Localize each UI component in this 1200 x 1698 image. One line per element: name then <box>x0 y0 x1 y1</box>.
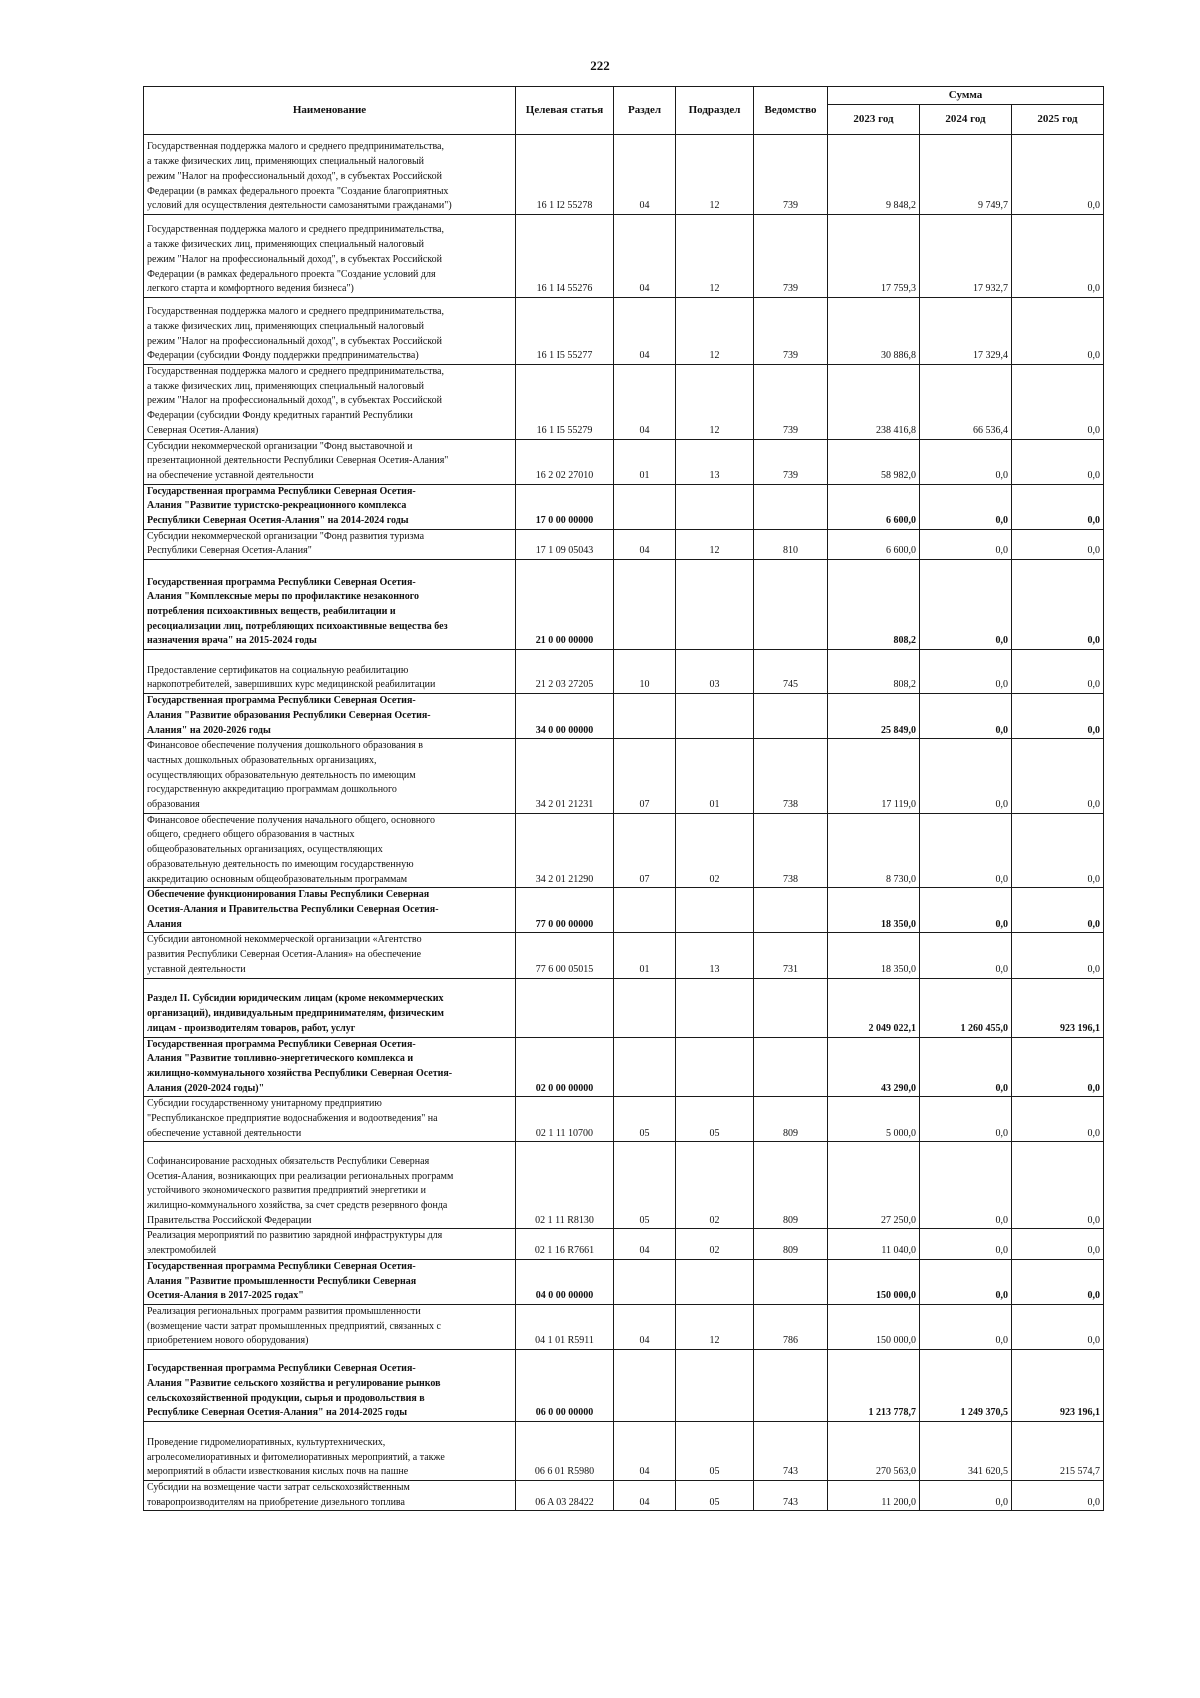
row-target: 34 2 01 21231 <box>516 739 614 814</box>
row-amount-2025: 0,0 <box>1012 1229 1104 1259</box>
row-section: 04 <box>614 135 676 215</box>
budget-table <box>143 86 1104 1511</box>
row-amount-2023: 8 730,0 <box>828 813 920 888</box>
row-department <box>754 694 828 739</box>
row-amount-2025: 0,0 <box>1012 813 1104 888</box>
table-row <box>144 1229 1104 1259</box>
row-section: 04 <box>614 298 676 365</box>
row-department <box>754 1037 828 1097</box>
row-name: Государственная программа Республики Северная Осетия- Алания "Развитие образования Республики Северная Осетия- Алания" на 2020-2026 годы <box>144 694 516 739</box>
row-section: 01 <box>614 933 676 978</box>
row-section: 04 <box>614 1422 676 1481</box>
row-name: Финансовое обеспечение получения дошкольного образования в частных дошкольных образовательных организациях, осуществляющих образовательную деятельность по имеющим государственную аккредитацию программам дошкольного образования <box>144 739 516 814</box>
row-department: 809 <box>754 1229 828 1259</box>
row-amount-2025: 0,0 <box>1012 365 1104 440</box>
row-subsection: 02 <box>676 813 754 888</box>
row-subsection <box>676 1037 754 1097</box>
row-amount-2025: 0,0 <box>1012 694 1104 739</box>
row-department: 786 <box>754 1304 828 1349</box>
row-amount-2023: 17 759,3 <box>828 215 920 298</box>
row-target: 02 1 11 10700 <box>516 1097 614 1142</box>
row-department: 810 <box>754 529 828 559</box>
row-amount-2025: 0,0 <box>1012 484 1104 529</box>
row-amount-2025: 0,0 <box>1012 529 1104 559</box>
row-amount-2024: 0,0 <box>920 1097 1012 1142</box>
row-target: 06 A 03 28422 <box>516 1481 614 1511</box>
row-department <box>754 1259 828 1304</box>
row-department: 739 <box>754 365 828 440</box>
row-name: Финансовое обеспечение получения начального общего, основного общего, среднего общего образования в частных общеобразовательных организациях, осуществляющих образовательную деятельность по имеющим государственную аккредитацию основным общеобразовательным программам <box>144 813 516 888</box>
row-target: 17 1 09 05043 <box>516 529 614 559</box>
row-amount-2023: 43 290,0 <box>828 1037 920 1097</box>
row-amount-2024: 0,0 <box>920 484 1012 529</box>
row-department: 739 <box>754 135 828 215</box>
row-amount-2023: 6 600,0 <box>828 484 920 529</box>
row-amount-2023: 17 119,0 <box>828 739 920 814</box>
row-target: 77 0 00 00000 <box>516 888 614 933</box>
row-amount-2023: 11 040,0 <box>828 1229 920 1259</box>
table-row <box>144 888 1104 933</box>
row-amount-2025: 0,0 <box>1012 1304 1104 1349</box>
row-amount-2023: 808,2 <box>828 560 920 650</box>
row-name: Государственная программа Республики Северная Осетия- Алания "Развитие туристско-рекреационного комплекса Республики Северная Осетия-Алания" на 2014-2024 годы <box>144 484 516 529</box>
row-subsection: 03 <box>676 650 754 694</box>
row-subsection: 02 <box>676 1142 754 1229</box>
row-section <box>614 560 676 650</box>
row-name: Субсидии некоммерческой организации "Фонд развития туризма Республики Северная Осетия-Алания" <box>144 529 516 559</box>
row-target: 06 6 01 R5980 <box>516 1422 614 1481</box>
row-target: 02 1 11 R8130 <box>516 1142 614 1229</box>
row-amount-2025: 0,0 <box>1012 933 1104 978</box>
row-name: Государственная поддержка малого и среднего предпринимательства, а также физических лиц, применяющих специальный налоговый режим "Налог на профессиональный доход", в субъектах Российской Федерации (в рамках федерального проекта "Создание условий для легкого старта и комфортного ведения бизнеса") <box>144 215 516 298</box>
row-section <box>614 1259 676 1304</box>
table-row <box>144 484 1104 529</box>
row-amount-2024: 1 260 455,0 <box>920 978 1012 1037</box>
row-amount-2024: 341 620,5 <box>920 1422 1012 1481</box>
table-row <box>144 1142 1104 1229</box>
row-department: 738 <box>754 813 828 888</box>
row-name: Государственная программа Республики Северная Осетия- Алания "Развитие топливно-энергетического комплекса и жилищно-коммунального хозяйства Республики Северная Осетия- Алания (2020-2024 годы)" <box>144 1037 516 1097</box>
row-target: 21 2 03 27205 <box>516 650 614 694</box>
table-row <box>144 1422 1104 1481</box>
row-target: 04 0 00 00000 <box>516 1259 614 1304</box>
row-amount-2024: 0,0 <box>920 888 1012 933</box>
row-subsection <box>676 1350 754 1422</box>
row-amount-2023: 270 563,0 <box>828 1422 920 1481</box>
row-name: Государственная поддержка малого и среднего предпринимательства, а также физических лиц, применяющих специальный налоговый режим "Налог на профессиональный доход", в субъектах Российской Федерации (субсидии Фонду кредитных гарантий Республики Северная Осетия-Алания) <box>144 365 516 440</box>
row-target: 02 0 00 00000 <box>516 1037 614 1097</box>
row-subsection: 01 <box>676 739 754 814</box>
row-amount-2023: 27 250,0 <box>828 1142 920 1229</box>
row-amount-2024: 0,0 <box>920 560 1012 650</box>
row-name: Проведение гидромелиоративных, культуртехнических, агролесомелиоративных и фитомелиоративных мероприятий, а также мероприятий в области известкования кислых почв на пашне <box>144 1422 516 1481</box>
row-section: 05 <box>614 1142 676 1229</box>
row-amount-2024: 0,0 <box>920 1481 1012 1511</box>
row-amount-2023: 9 848,2 <box>828 135 920 215</box>
table-row <box>144 694 1104 739</box>
table-row <box>144 813 1104 888</box>
row-amount-2024: 0,0 <box>920 650 1012 694</box>
row-amount-2025: 0,0 <box>1012 1481 1104 1511</box>
row-target: 16 1 I5 55279 <box>516 365 614 440</box>
row-amount-2025: 0,0 <box>1012 888 1104 933</box>
table-row <box>144 560 1104 650</box>
header-year-2023: 2023 год <box>828 105 920 135</box>
row-amount-2024: 0,0 <box>920 1304 1012 1349</box>
row-section: 04 <box>614 529 676 559</box>
row-section: 04 <box>614 1481 676 1511</box>
row-subsection: 05 <box>676 1422 754 1481</box>
header-subsection: Подраздел <box>676 87 754 135</box>
table-row <box>144 439 1104 484</box>
row-name: Реализация региональных программ развития промышленности (возмещение части затрат промышленных предприятий, связанных с приобретением нового оборудования) <box>144 1304 516 1349</box>
row-section <box>614 694 676 739</box>
row-target: 21 0 00 00000 <box>516 560 614 650</box>
row-amount-2024: 0,0 <box>920 1142 1012 1229</box>
table-row <box>144 135 1104 215</box>
row-section: 04 <box>614 365 676 440</box>
row-name: Государственная поддержка малого и среднего предпринимательства, а также физических лиц, применяющих специальный налоговый режим "Налог на профессиональный доход", в субъектах Российской Федерации (в рамках федерального проекта "Создание благоприятных условий для осуществления деятельности самозанятыми гражданами") <box>144 135 516 215</box>
table-body <box>144 135 1104 1511</box>
row-subsection <box>676 484 754 529</box>
row-section: 04 <box>614 1304 676 1349</box>
row-amount-2023: 11 200,0 <box>828 1481 920 1511</box>
row-section: 10 <box>614 650 676 694</box>
row-amount-2024: 0,0 <box>920 694 1012 739</box>
row-department: 739 <box>754 439 828 484</box>
row-amount-2023: 6 600,0 <box>828 529 920 559</box>
row-department <box>754 560 828 650</box>
row-subsection: 12 <box>676 135 754 215</box>
row-amount-2023: 30 886,8 <box>828 298 920 365</box>
row-department: 809 <box>754 1097 828 1142</box>
row-subsection: 12 <box>676 1304 754 1349</box>
row-subsection: 12 <box>676 298 754 365</box>
row-target: 77 6 00 05015 <box>516 933 614 978</box>
row-name: Софинансирование расходных обязательств Республики Северная Осетия-Алания, возникающих при реализации региональных программ устойчивого экономического развития предприятий энергетики и жилищно-коммунального хозяйства, за счет средств резервного фонда Правительства Российской Федерации <box>144 1142 516 1229</box>
table-row <box>144 739 1104 814</box>
row-subsection: 12 <box>676 365 754 440</box>
row-amount-2024: 0,0 <box>920 813 1012 888</box>
row-target: 16 1 I4 55276 <box>516 215 614 298</box>
header-year-2024: 2024 год <box>920 105 1012 135</box>
row-amount-2025: 215 574,7 <box>1012 1422 1104 1481</box>
table-row <box>144 298 1104 365</box>
row-subsection <box>676 888 754 933</box>
row-amount-2024: 0,0 <box>920 1229 1012 1259</box>
row-target: 02 1 16 R7661 <box>516 1229 614 1259</box>
table-row <box>144 1350 1104 1422</box>
row-name: Раздел II. Субсидии юридическим лицам (кроме некоммерческих организаций), индивидуальным предпринимателям, физическим лицам - производителям товаров, работ, услуг <box>144 978 516 1037</box>
row-section: 07 <box>614 813 676 888</box>
row-section: 01 <box>614 439 676 484</box>
row-target <box>516 978 614 1037</box>
row-target: 16 1 I5 55277 <box>516 298 614 365</box>
row-section: 04 <box>614 1229 676 1259</box>
row-department: 739 <box>754 215 828 298</box>
row-amount-2023: 58 982,0 <box>828 439 920 484</box>
row-amount-2024: 0,0 <box>920 1037 1012 1097</box>
row-amount-2024: 1 249 370,5 <box>920 1350 1012 1422</box>
row-subsection: 12 <box>676 215 754 298</box>
row-amount-2024: 66 536,4 <box>920 365 1012 440</box>
row-subsection: 13 <box>676 439 754 484</box>
row-amount-2024: 0,0 <box>920 439 1012 484</box>
row-name: Субсидии автономной некоммерческой организации «Агентство развития Республики Северная Осетия-Алания» на обеспечение уставной деятельности <box>144 933 516 978</box>
row-target: 16 2 02 27010 <box>516 439 614 484</box>
row-amount-2025: 0,0 <box>1012 560 1104 650</box>
row-amount-2025: 0,0 <box>1012 1142 1104 1229</box>
row-amount-2023: 1 213 778,7 <box>828 1350 920 1422</box>
row-amount-2025: 0,0 <box>1012 1037 1104 1097</box>
row-department: 743 <box>754 1481 828 1511</box>
row-amount-2024: 17 932,7 <box>920 215 1012 298</box>
header-name: Наименование <box>144 87 516 135</box>
row-department: 745 <box>754 650 828 694</box>
table-row <box>144 529 1104 559</box>
row-name: Государственная программа Республики Северная Осетия- Алания "Развитие сельского хозяйства и регулирование рынков сельскохозяйственной продукции, сырья и продовольствия в Республике Северная Осетия-Алания" на 2014-2025 годы <box>144 1350 516 1422</box>
table-row <box>144 215 1104 298</box>
row-name: Государственная программа Республики Северная Осетия- Алания "Комплексные меры по профилактике незаконного потребления психоактивных веществ, реабилитации и ресоциализации лиц, потребляющих психоактивные вещества без назначения врача" на 2015-2024 годы <box>144 560 516 650</box>
row-name: Субсидии государственному унитарному предприятию "Республиканское предприятие водоснабжения и водоотведения" на обеспечение уставной деятельности <box>144 1097 516 1142</box>
row-amount-2024: 9 749,7 <box>920 135 1012 215</box>
row-name: Реализация мероприятий по развитию зарядной инфраструктуры для электромобилей <box>144 1229 516 1259</box>
row-amount-2023: 18 350,0 <box>828 933 920 978</box>
table-row <box>144 365 1104 440</box>
table-row <box>144 1259 1104 1304</box>
table-row <box>144 1097 1104 1142</box>
row-section <box>614 1037 676 1097</box>
row-amount-2023: 2 049 022,1 <box>828 978 920 1037</box>
row-section <box>614 1350 676 1422</box>
row-name: Субсидии на возмещение части затрат сельскохозяйственным товаропроизводителям на приобретение дизельного топлива <box>144 1481 516 1511</box>
row-department <box>754 888 828 933</box>
table-row <box>144 650 1104 694</box>
table-row <box>144 1037 1104 1097</box>
header-department: Ведомство <box>754 87 828 135</box>
row-name: Государственная программа Республики Северная Осетия- Алания "Развитие промышленности Республики Северная Осетия-Алания в 2017-2025 годах" <box>144 1259 516 1304</box>
row-amount-2025: 0,0 <box>1012 1097 1104 1142</box>
row-amount-2025: 923 196,1 <box>1012 978 1104 1037</box>
page-number: 222 <box>590 58 610 73</box>
table-header <box>144 87 1104 135</box>
row-amount-2023: 150 000,0 <box>828 1259 920 1304</box>
row-section <box>614 484 676 529</box>
row-amount-2023: 5 000,0 <box>828 1097 920 1142</box>
row-target: 06 0 00 00000 <box>516 1350 614 1422</box>
row-target: 34 2 01 21290 <box>516 813 614 888</box>
row-target: 34 0 00 00000 <box>516 694 614 739</box>
table-row <box>144 933 1104 978</box>
row-department: 738 <box>754 739 828 814</box>
row-subsection: 12 <box>676 529 754 559</box>
row-amount-2023: 150 000,0 <box>828 1304 920 1349</box>
row-subsection <box>676 1259 754 1304</box>
row-subsection <box>676 694 754 739</box>
row-subsection: 13 <box>676 933 754 978</box>
header-section: Раздел <box>614 87 676 135</box>
row-section: 07 <box>614 739 676 814</box>
row-amount-2025: 0,0 <box>1012 739 1104 814</box>
row-section <box>614 888 676 933</box>
row-amount-2023: 25 849,0 <box>828 694 920 739</box>
header-target: Целевая статья <box>516 87 614 135</box>
row-target: 16 1 I2 55278 <box>516 135 614 215</box>
row-target: 17 0 00 00000 <box>516 484 614 529</box>
row-amount-2025: 0,0 <box>1012 439 1104 484</box>
row-amount-2024: 17 329,4 <box>920 298 1012 365</box>
row-amount-2025: 923 196,1 <box>1012 1350 1104 1422</box>
row-department <box>754 978 828 1037</box>
header-year-2025: 2025 год <box>1012 105 1104 135</box>
row-amount-2024: 0,0 <box>920 529 1012 559</box>
row-amount-2025: 0,0 <box>1012 215 1104 298</box>
row-department: 731 <box>754 933 828 978</box>
row-department: 743 <box>754 1422 828 1481</box>
row-subsection: 05 <box>676 1097 754 1142</box>
row-name: Предоставление сертификатов на социальную реабилитацию наркопотребителей, завершивших курс медицинской реабилитации <box>144 650 516 694</box>
row-subsection: 05 <box>676 1481 754 1511</box>
row-amount-2025: 0,0 <box>1012 1259 1104 1304</box>
row-amount-2023: 808,2 <box>828 650 920 694</box>
row-amount-2024: 0,0 <box>920 1259 1012 1304</box>
table-row <box>144 1304 1104 1349</box>
header-sum: Сумма <box>828 87 1104 105</box>
row-section: 05 <box>614 1097 676 1142</box>
row-department: 739 <box>754 298 828 365</box>
row-subsection: 02 <box>676 1229 754 1259</box>
row-amount-2025: 0,0 <box>1012 135 1104 215</box>
row-department <box>754 1350 828 1422</box>
row-amount-2025: 0,0 <box>1012 650 1104 694</box>
row-section <box>614 978 676 1037</box>
row-target: 04 1 01 R5911 <box>516 1304 614 1349</box>
row-amount-2024: 0,0 <box>920 739 1012 814</box>
row-amount-2023: 18 350,0 <box>828 888 920 933</box>
row-amount-2025: 0,0 <box>1012 298 1104 365</box>
row-amount-2024: 0,0 <box>920 933 1012 978</box>
table-row <box>144 978 1104 1037</box>
row-amount-2023: 238 416,8 <box>828 365 920 440</box>
row-department <box>754 484 828 529</box>
table-row <box>144 1481 1104 1511</box>
row-department: 809 <box>754 1142 828 1229</box>
row-name: Обеспечение функционирования Главы Республики Северная Осетия-Алания и Правительства Республики Северная Осетия- Алания <box>144 888 516 933</box>
row-name: Государственная поддержка малого и среднего предпринимательства, а также физических лиц, применяющих специальный налоговый режим "Налог на профессиональный доход", в субъектах Российской Федерации (субсидии Фонду поддержки предпринимательства) <box>144 298 516 365</box>
row-subsection <box>676 978 754 1037</box>
row-name: Субсидии некоммерческой организации "Фонд выставочной и презентационной деятельности Республики Северная Осетия-Алания" на обеспечение уставной деятельности <box>144 439 516 484</box>
row-subsection <box>676 560 754 650</box>
row-section: 04 <box>614 215 676 298</box>
